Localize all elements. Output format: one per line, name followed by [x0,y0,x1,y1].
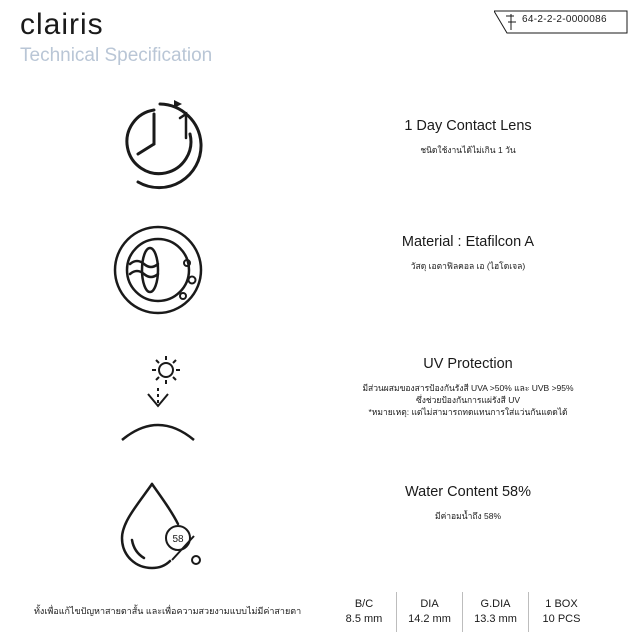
feature-desc [300,382,636,418]
feature-uv [0,344,640,464]
water-drop-icon [108,476,208,576]
spec-box [528,592,594,632]
brand-logo: clairis [20,8,104,41]
feature-title: Material : Etafilcon A [401,234,535,250]
spec-footer [0,592,640,632]
spec-table [332,592,594,632]
spec-dia [396,592,462,632]
feature-desc: มีค่าอมน้ำถึง 58% [434,511,502,521]
feature-title: Water Content 58% [405,484,531,500]
spec-value: 14.2 mm [408,613,451,625]
product-code: 64-2-2-2-0000086 [522,14,607,25]
spec-gdia [462,592,528,632]
spec-label: G.DIA [480,598,511,610]
spec-label: DIA [420,598,439,610]
water-badge: 58 [172,534,184,545]
spec-value: 8.5 mm [345,613,383,625]
feature-one-day [0,84,640,204]
feature-desc-line: มีส่วนผสมของสารป้องกันรังสี UVA >50% และ UVB >95% [362,383,574,393]
feature-water [0,470,640,590]
feature-desc-line: ซึ่งช่วยป้องกันการแผ่รังสี UV [415,395,521,405]
feature-desc: ชนิดใช้งานได้ไม่เกิน 1 วัน [420,145,516,155]
lens-material-icon [108,220,208,320]
usage-note: ทั้งเพื่อแก้ไขปัญหาสายตาสั้น และเพื่อความสวยงามแบบไม่มีค่าสายตา [34,606,302,616]
spec-value: 13.3 mm [474,613,517,625]
feature-material [0,214,640,334]
uv-protection-icon [108,354,208,454]
clock-one-day-icon [108,94,208,194]
product-code-box [494,10,628,34]
feature-title: UV Protection [423,356,513,372]
spec-bc [332,592,396,632]
feature-desc-line: *หมายเหตุ: แต่ไม่สามารถทดแทนการใส่แว่นกันแดดได้ [368,407,568,417]
feature-title: 1 Day Contact Lens [404,118,532,134]
spec-value: 10 PCS [542,613,581,625]
spec-label: B/C [354,598,374,610]
spec-label: 1 BOX [545,598,578,610]
page-subtitle: Technical Specification [20,45,213,66]
feature-desc: วัสดุ เอตาฟิลคอล เอ (ไฮโดเจล) [410,261,526,271]
